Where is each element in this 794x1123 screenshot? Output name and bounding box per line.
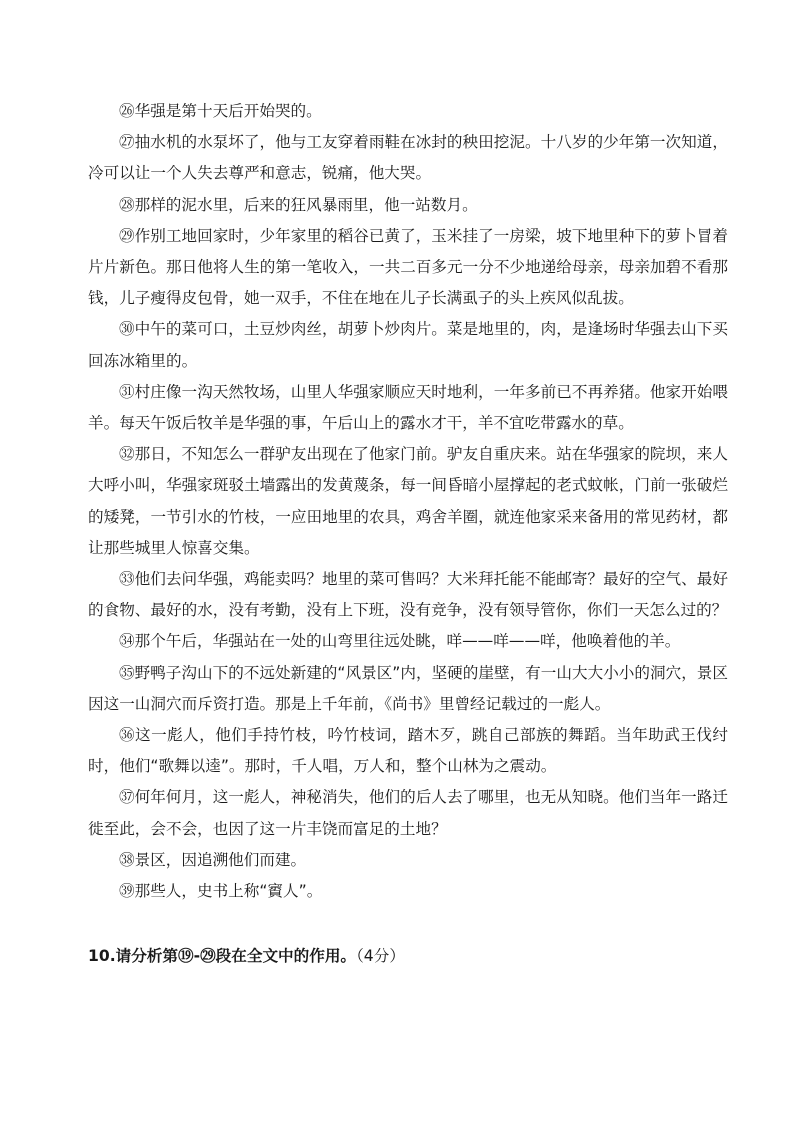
paragraph-30: ㉚中午的菜可口，土豆炒肉丝，胡萝卜炒肉片。菜是地里的，肉，是逢场时华强去山下买回冻冰箱里的。 <box>88 320 728 370</box>
paragraph-29: ㉙作别工地回家时，少年家里的稻谷已黄了，玉米挂了一房梁，坡下地里种下的萝卜冒着片片新色。那日他将人生的第一笔收入，一共二百多元一分不少地递给母亲，母亲加碧不看那钱，儿子瘦得皮包骨，她一双手，不住在地在儿子长满虱子的头上疾风似乱拔。 <box>88 226 728 308</box>
paragraph-32: ㉜那日，不知怎么一群驴友出现在了他家门前。驴友自重庆来。站在华强家的院坝，来人大呼小叫，华强家斑驳土墙露出的发黄蔑条，每一间昏暗小屋撑起的老式蚊帐，门前一张破烂的矮凳，一节引水的竹枝，一应田地里的农具，鸡舍羊圈，就连他家采来备用的常见药材，都让那些城里人惊喜交集。 <box>88 445 728 557</box>
paragraph-35: ㉟野鸭子沟山下的不远处新建的“风景区”内，坚硬的崖壁，有一山大大小小的洞穴，景区因这一山洞穴而斥资打造。那是上千年前，《尚书》里曾经记载过的一彪人。 <box>88 663 728 713</box>
paragraph-36: ㊱这一彪人，他们手持竹枝，吟竹枝词，踏木歹，跳自己部族的舞蹈。当年助武王伐纣时，他们“歌舞以逵”。那时，千人唱，万人和，整个山林为之震动。 <box>88 726 728 776</box>
paragraph-27: ㉗抽水机的水泵坏了，他与工友穿着雨鞋在冰封的秧田挖泥。十八岁的少年第一次知道，冷可以让一个人失去尊严和意志，锐痛，他大哭。 <box>88 133 728 183</box>
question-text: 10.请分析第⑲-㉙段在全文中的作用。 <box>88 947 357 966</box>
paragraph-33: ㉝他们去问华强，鸡能卖吗？地里的菜可售吗？大米拜托能不能邮寄？最好的空气、最好的食物、最好的水，没有考勤，没有上下班，没有竞争，没有领导管你，你们一天怎么过的？ <box>88 570 728 620</box>
paragraph-39: ㊴那些人，史书上称“賨人”。 <box>119 882 323 901</box>
paragraph-37: ㊲何年何月，这一彪人，神秘消失，他们的后人去了哪里，也无从知晓。他们当年一路迁徙至此，会不会，也因了这一片丰饶而富足的土地？ <box>88 788 728 838</box>
paragraph-31: ㉛村庄像一沟天然牧场，山里人华强家顺应天时地利，一年多前已不再养猪。他家开始喂羊。每天午饭后牧羊是华强的事，午后山上的露水才干，羊不宜吃带露水的草。 <box>88 382 728 433</box>
paragraph-34: ㉞那个午后，华强站在一处的山弯里往远处眺，咩——咩——咩，他唤着他的羊。 <box>119 632 681 651</box>
paragraph-38: ㊳景区，因追溯他们而建。 <box>119 850 307 869</box>
document-page <box>88 96 728 972</box>
question-score: （4分） <box>356 947 405 966</box>
paragraph-28: ㉘那样的泥水里，后来的狂风暴雨里，他一站数月。 <box>119 195 478 214</box>
paragraph-26: ㉖华强是第十天后开始哭的。 <box>119 102 322 120</box>
question-10 <box>88 941 728 972</box>
